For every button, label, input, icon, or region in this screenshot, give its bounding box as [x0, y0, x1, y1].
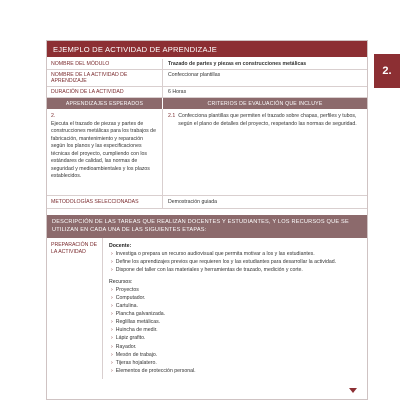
- module-name-label: NOMBRE DEL MÓDULO: [47, 59, 163, 69]
- duration-label: DURACIÓN DE LA ACTIVIDAD: [47, 87, 163, 97]
- list-item: › Plancha galvanizada.: [111, 311, 166, 318]
- activity-card: [46, 40, 368, 400]
- activity-name-value: Confeccionar plantillas: [168, 72, 221, 78]
- description-bar: DESCRIPCIÓN DE LAS TAREAS QUE REALIZAN DOCENTES Y ESTUDIANTES, Y LOS RECURSOS QUE SE UTILIZAN EN CADA UNA DE LAS SIGUIENTES ETAPAS:: [47, 215, 367, 238]
- criterio-text: Confecciona plantillas que permiten el trazado sobre chapas, perfiles y tubos, según el plano de detalles del proyecto, respetando las normas de seguridad.: [178, 113, 357, 127]
- preparation-body: [103, 238, 367, 379]
- list-item: › Reglillas metálicas.: [111, 319, 161, 326]
- preparation-section: [47, 238, 367, 379]
- duration-row: [47, 87, 367, 98]
- module-name-row: [47, 59, 367, 70]
- card-title: EJEMPLO DE ACTIVIDAD DE APRENDIZAJE: [47, 41, 367, 57]
- criterios-header: CRITERIOS DE EVALUACIÓN QUE INCLUYE: [163, 98, 367, 109]
- list-item: › Dispone del taller con las materiales y herramientas de trazado, medición y corte.: [111, 266, 303, 273]
- aprendizaje-text: Ejecuta el trazado de piezas y partes de construcciones metálicas para los trabajos de fabricación, mantenimiento y reparación según los planos y las especificaciones técnicas del proyecto, cumpliendo con los estándares de calidad, las normas de seguridad y medioambientales y los plazos establecidos.: [51, 120, 156, 180]
- aprendizaje-cell: [47, 109, 163, 195]
- duration-value: 6 Horas: [168, 89, 187, 95]
- list-item: › Lápiz grafito.: [111, 335, 146, 342]
- continue-arrow-icon: [349, 388, 357, 393]
- module-name-value: Trazado de partes y piezas en construcciones metálicas: [168, 61, 307, 67]
- criterio-number: 2.1: [168, 113, 176, 119]
- list-item: › Tijeras hojalatero.: [111, 359, 157, 366]
- criteria-header: [47, 98, 367, 109]
- list-item: › Mesón de trabajo.: [111, 351, 158, 358]
- list-item: › Computador.: [111, 295, 146, 302]
- methodology-label: METODOLOGÍAS SELECCIONADAS: [47, 196, 163, 208]
- list-item: › Huincha de medir.: [111, 327, 158, 334]
- recursos-title: Recursos:: [109, 279, 133, 286]
- docente-title: Docente:: [109, 242, 132, 249]
- list-item: › Cartulina.: [111, 303, 138, 310]
- list-item: › Rayador.: [111, 343, 137, 350]
- list-item: › Elementos de protección personal.: [111, 367, 196, 374]
- methodology-row: [47, 196, 367, 209]
- criteria-row: [47, 109, 367, 196]
- list-item: › Define los aprendizajes previos que requieren los y las estudiantes para desarrollar la actividad.: [111, 258, 337, 265]
- activity-name-label: NOMBRE DE LA ACTIVIDAD DE APRENDIZAJE: [47, 70, 163, 86]
- list-item: › Proyectos: [111, 287, 139, 294]
- page-number-tab: 2.: [374, 54, 400, 88]
- aprendizajes-header: APRENDIZAJES ESPERADOS: [47, 98, 163, 109]
- methodology-value: Demostración guiada: [168, 199, 218, 205]
- list-item: › Investiga o prepara un recurso audiovisual que permita motivar a los y las estudiantes.: [111, 250, 315, 257]
- activity-name-row: [47, 70, 367, 87]
- preparation-label: PREPARACIÓN DE LA ACTIVIDAD: [47, 238, 103, 379]
- criterio-cell: [163, 109, 367, 195]
- aprendizaje-number: 2.: [51, 113, 56, 119]
